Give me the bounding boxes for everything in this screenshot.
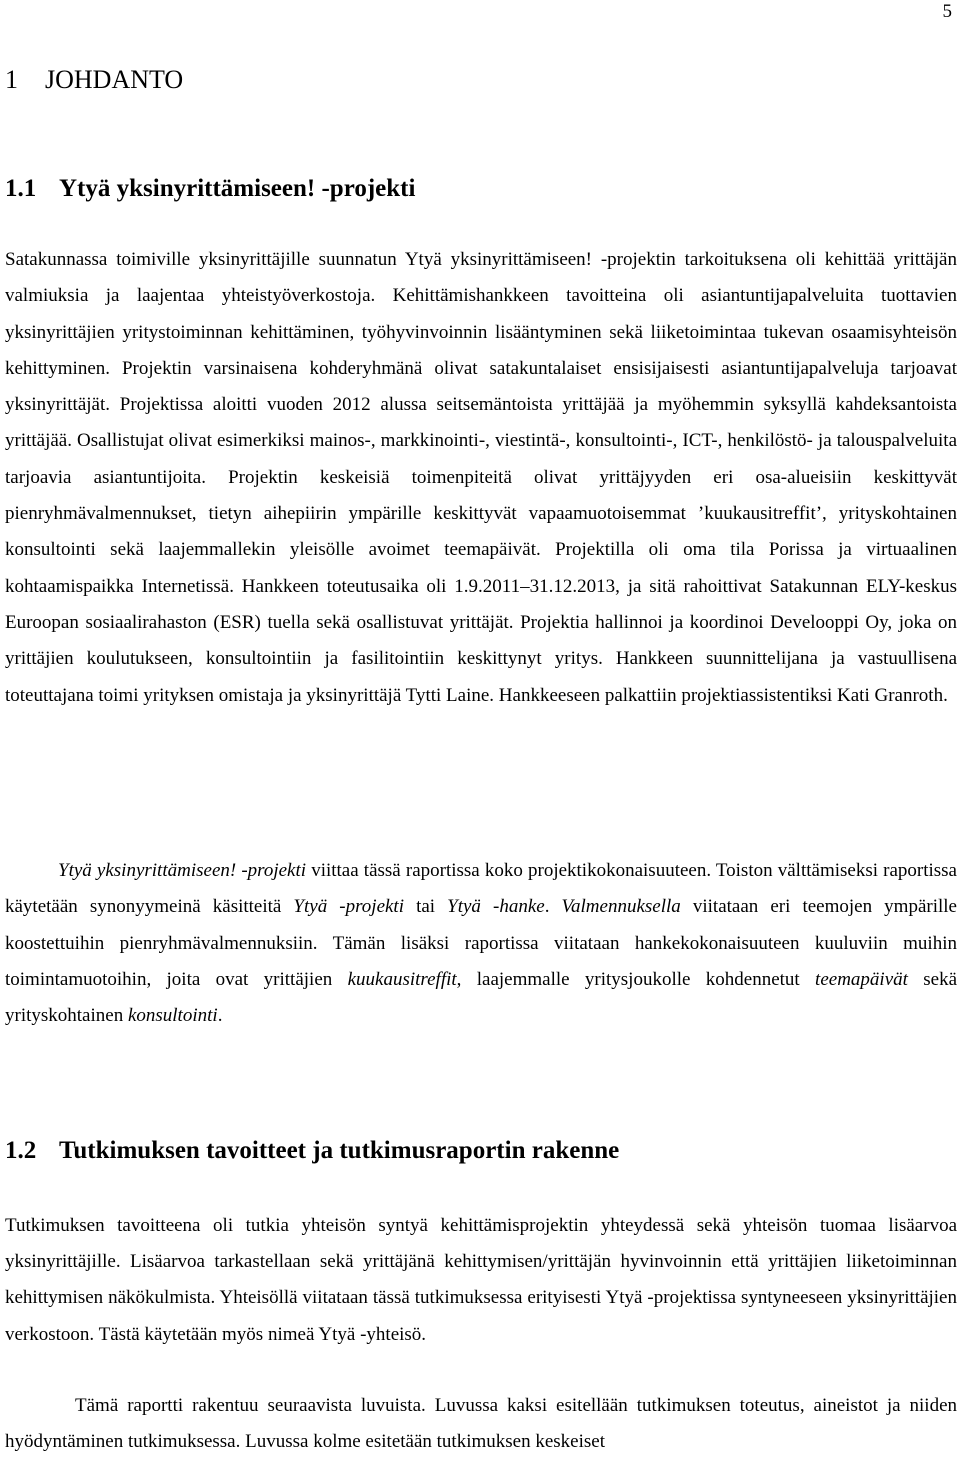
italic-term: Ytyä yksinyrittämiseen! -projekti [58,860,307,881]
section-title: Ytyä yksinyrittämiseen! -projekti [59,175,416,202]
chapter-title: JOHDANTO [45,65,184,94]
chapter-number: 1 [5,65,18,94]
text-run: viitataan eri teemojen ympärille koostettuihin pienryhmävalmennuksiin. Tämän lisäksi raportissa viitataan hankekokonaisuuteen kuuluviin muihin toimintamuotoihin, joita ovat yrittäjien [5,896,957,990]
body-paragraph: Tutkimuksen tavoitteena oli tutkia yhteisön syntyä kehittämisprojektin yhteydessä sekä yhteisön tuomaa lisäarvoa yksinyrittäjille. Lisäarvoa tarkastellaan sekä yrittäjänä kehittymisen/yrittäjän hyvinvoinnin että yrittäjien liiketoiminnan kehittymisen näkökulmista. Yhteisöllä viitataan tässä tutkimuksessa erityisesti Ytyä -projektissa syntyneeseen yksinyrittäjien verkostoon. Tästä käytetään myös nimeä Ytyä -yhteisö. [5,1215,957,1345]
body-paragraph: Satakunnassa toimiville yksinyrittäjille suunnatun Ytyä yksinyrittämiseen! -projektin tarkoituksena oli kehittää yrittäjän valmiuksia ja laajentaa yhteistyöverkostoja. Kehittämishankkeen tavoitteina oli asiantuntijapalveluita tuottavien yksinyrittäjien yritystoiminnan kehittäminen, työhyvinvoinnin lisääntyminen sekä liiketoimintaa tukevan osaamisyhteisön kehittyminen. Projektin varsinaisena kohderyhmänä olivat satakuntalaiset ensisijaisesti asiantuntijapalveluja tarjoavat yksinyrittäjät. Projektissa aloitti vuoden 2012 alussa seitsemäntoista yrittäjää ja myöhemmin syksyllä kahdeksantoista yrittäjää. Osallistujat olivat esimerkiksi mainos-, markkinointi-, viestintä-, konsultointi-, ICT-, henkilöstö- ja talouspalveluita tarjoavia asiantuntijoita. Projektin keskeisiä toimenpiteitä olivat yrittäjyyden eri osa-alueisiin keskittyvät pienryhmävalmennukset, tietyn aihepiirin ympärille keskittyvät vapaamuotoisemmat ’kuukausitreffit’, yrityskohtainen konsultointi sekä laajemmallekin yleisölle avoimet teemapäivät. Projektilla oli oma tila Porissa ja virtuaalinen kohtaamispaikka Internetissä. Hankkeen toteutusaika oli 1.9.2011–31.12.2013, ja sitä rahoittivat Satakunnan ELY-keskus Euroopan sosiaalirahaston (ESR) tuella sekä osallistuvat yrittäjät. Projektia hallinnoi ja koordinoi Develooppi Oy, joka on yrittäjien koulutukseen, konsultointiin ja fasilitointiin keskittynyt yritys. Hankkeen suunnittelijana ja vastuullisena toteuttajana toimi yrityksen omistaja ja yksinyrittäjä Tytti Laine. Hankkeeseen palkattiin projektiassistentiksi Kati Granroth. [5,249,957,706]
text-run: , laajemmalle yritysjoukolle kohdennetut [456,968,816,990]
section-heading-1-2 [5,1134,619,1168]
section-number: 1.2 [5,1137,37,1164]
italic-term: konsultointi [127,1005,218,1027]
page-number: 5 [942,1,952,22]
italic-term: Ytyä -projekti [293,896,404,918]
text-run: . [544,896,562,918]
text-run: . [217,1005,223,1027]
text-run: viittaa tässä raportissa koko projektikokonaisuuteen. Toiston välttämiseksi raportissa käytetään synonyymeinä käsitteitä [5,860,957,918]
italic-term: teemapäivät [815,968,908,990]
italic-term: Valmennuksella [561,896,681,918]
text-run: sekä yrityskohtainen [5,968,957,1027]
section-heading-1-1 [5,172,415,206]
body-paragraph: Tämä raportti rakentuu seuraavista luvuista. Luvussa kaksi esitellään tutkimuksen toteutus, aineistot ja niiden hyödyntäminen tutkimuksessa. Luvussa kolme esitetään tutkimuksen keskeiset [5,1395,957,1453]
italic-term: kuukausitreffit [347,968,457,990]
section-title: Tutkimuksen tavoitteet ja tutkimusraportin rakenne [59,1137,620,1164]
section-number: 1.1 [5,175,37,202]
italic-term: Ytyä -hanke [447,896,545,918]
chapter-heading [5,62,183,98]
body-paragraph-terms [5,853,957,1034]
text-run: tai [404,896,448,918]
